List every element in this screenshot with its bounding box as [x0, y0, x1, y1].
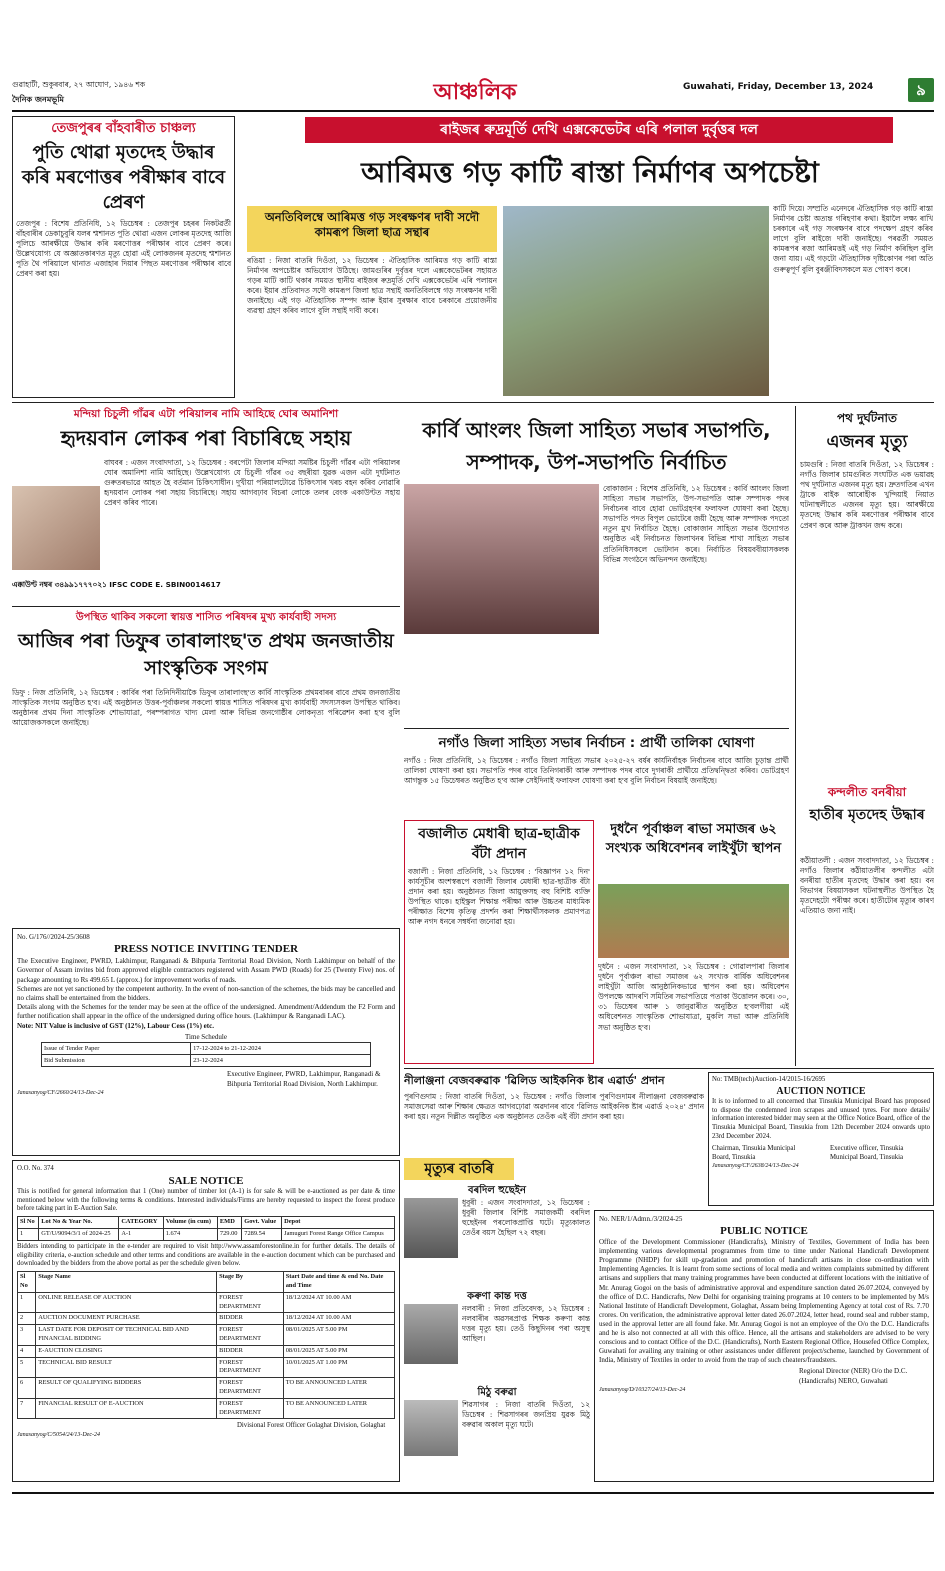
notice-sale-ref: O.O. No. 374	[17, 1165, 54, 1172]
story-karbi-photo	[404, 484, 599, 634]
notice-tender-para1: The Executive Engineer, PWRD, Lakhimpur, Ranganadi & Bihpuria Territorial Road Division, North Lakhimpur on behalf of the Governor of Assam invites bid from approved eligible contractors registered with Assam PWD (Roads) for 25 (Twenty Five) nos. of package amounting to Rs 499.65 L (approx.) for improvement works of roads.	[17, 957, 395, 984]
table-row	[18, 1378, 395, 1399]
cell: 729.00	[217, 1228, 241, 1240]
notice-public	[594, 1210, 934, 1482]
cell: E-AUCTION CLOSING	[36, 1345, 217, 1357]
notice-tender-ref: No. G/176//2024-25/3608	[17, 933, 90, 941]
obituary-photo	[404, 1304, 458, 1364]
cell: Jamuguri Forest Range Office Campus	[282, 1228, 395, 1240]
story-tezpur-kicker: তেজপুৰৰ বাঁহবাৰীত চাঞ্চল্য	[51, 121, 196, 136]
story-accident-headline: এজনৰ মৃত্যু	[826, 432, 908, 452]
story-rajaor-photo	[503, 206, 769, 396]
notice-public-title: PUBLIC NOTICE	[720, 1225, 808, 1238]
story-elephant-body: কঠীয়াতলী : এজন সংবাদদাতা, ১২ ডিচেম্বৰ : নগাঁও জিলাৰ কঠীয়াতলীৰ কন্দলীত এটা বনৰীয়া হাতীৰ মৃতদেহ উদ্ধাৰ কৰা হয়। বন বিভাগৰ বিষয়াসকল ঘটনাস্থলীত উপস্থিত হৈ মৃতদেহটো পৰীক্ষা কৰে। হাতীটোৰ মৃত্যুৰ কাৰণ এতিয়াও জনা নাই।	[800, 856, 934, 916]
col-header: Start Date and time & end No. Date and Time	[283, 1272, 394, 1293]
col-header: Lot No & Year No.	[39, 1217, 119, 1229]
schedule-label: Bid Submission	[42, 1055, 191, 1067]
cell: 6	[18, 1378, 36, 1399]
cell: BIDDER	[217, 1345, 284, 1357]
obituary-name: বৰদিল হুছেইন	[468, 1185, 526, 1196]
notice-public-signatory: Regional Director (NER) O/o the D.C. (Handicrafts) NERO, Guwahati	[799, 1367, 908, 1385]
story-accident-kicker: পথ দুৰ্ঘটনাত	[837, 411, 897, 425]
table-row	[18, 1228, 395, 1240]
cell: BIDDER	[217, 1313, 284, 1325]
story-hridayrban-photo	[12, 486, 100, 570]
table-header-row	[18, 1272, 395, 1293]
story-hridayrban-account: এক্কাউণ্ট নম্বৰ ৩৪৯৯১৭৭৭০২১ IFSC CODE E. SBIN0014617	[12, 580, 221, 589]
notice-tender-note: Note: NIT Value is inclusive of GST (12%), Labour Cess (1%) etc.	[17, 1021, 214, 1030]
cell: FOREST DEPARTMENT	[217, 1378, 284, 1399]
table-header-row	[18, 1217, 395, 1229]
col-header: Depot	[282, 1217, 395, 1229]
notice-sale-code: Janasanyog/C/5054/24/13-Dec-24	[17, 1432, 100, 1439]
story-nagaon-body: নগাঁও : নিজ প্ৰতিনিধি, ১২ ডিচেম্বৰ : নগাঁও জিলা সাহিত্য সভাৰ ২০২৫-২৭ বৰ্ষৰ কাৰ্যনিৰ্বাহক নিৰ্বাচনৰ বাবে আজি চূড়ান্ত প্ৰাৰ্থী তালিকা ঘোষণা কৰা হয়। সভাপতি পদৰ বাবে তিনিগৰাকী আৰু সম্পাদক পদৰ বাবে দুগৰাকী প্ৰাৰ্থীয়ে প্ৰতিদ্বন্দ্বিতা কৰিব। ভোটগ্ৰহণ আগন্তুক ১৫ ডিচেম্বৰত অনুষ্ঠিত হ'ব আৰু সেইদিনাই ফলাফল ঘোষণা কৰা হ'ব বুলি নিৰ্বাচন বিষয়াই জনাইছে।	[404, 756, 789, 786]
cell: 2	[18, 1313, 36, 1325]
masthead-date-assamese: গুৱাহাটী, শুকুৰবাৰ, ২৭ আঘোণ, ১৯৪৬ শক	[12, 80, 146, 89]
cell: 1	[18, 1228, 39, 1240]
notice-sale-stage-table	[17, 1271, 395, 1419]
obituary-name: মিঠু বৰুৱা	[477, 1387, 517, 1398]
cell: 3	[18, 1325, 36, 1346]
notice-sale-signatory: Divisional Forest Officer Golaghat Division, Golaghat	[237, 1422, 386, 1430]
story-nagaon-headline: নগাঁও জিলা সাহিত্য সভাৰ নিৰ্বাচন : প্ৰাৰ্থী তালিকা ঘোষণা	[438, 735, 755, 751]
notice-tender-signatory: Executive Engineer, PWRD, Lakhimpur, Ranganadi & Bihpuria Territorial Road Division, North Lakhimpur.	[227, 1070, 381, 1088]
col-header: EMD	[217, 1217, 241, 1229]
story-dudhnoi-body: দুধনৈ : এজন সংবাদদাতা, ১২ ডিচেম্বৰ : গোৱালপাৰা জিলাৰ দুধনৈ পূৰ্বাঞ্চল ৰাভা সমাজৰ ৬২ সংখ্যক বাৰ্ষিক অধিবেশনৰ লাইখুঁটা আজি আনুষ্ঠানিকভাৱে স্থাপন কৰা হয়। অধিবেশন উপলক্ষে আদৰণি সমিতিৰ সভাপতিয়ে পতাকা উত্তোলন কৰে। ৩০, ৩১ ডিচেম্বৰ আৰু ১ জানুৱাৰীত অনুষ্ঠিত হ'বলগীয়া এই অধিবেশনত সাংস্কৃতিক শোভাযাত্ৰা, মুকলি সভা আৰু প্ৰতিনিধি সভা অনুষ্ঠিত হ'ব।	[598, 962, 789, 1032]
story-accident-body: চামগুৰি : নিজা বাতৰি দিওঁতা, ১২ ডিচেম্বৰ : নগাঁও জিলাৰ চামগুৰিত সংঘটিত এক ভয়াৱহ পথ দুৰ্ঘটনাত এজনৰ মৃত্যু হয়। দ্ৰুতগতিৰ এখন ট্ৰাকে বাইক আৰোহীক খুন্দিয়াই নিয়াত ঘটনাস্থলীতে এজনৰ মৃত্যু হয়। আৰক্ষীয়ে মৃতদেহ উদ্ধাৰ কৰি মৰণোত্তৰ পৰীক্ষাৰ বাবে প্ৰেৰণ কৰে আৰু ট্ৰাকখন জব্দ কৰে।	[800, 460, 934, 530]
cell: 08/01/2025 AT 5.00 PM	[283, 1345, 394, 1357]
cell: 7289.54	[242, 1228, 282, 1240]
section-title: আঞ্চলিক	[433, 80, 517, 105]
story-elephant-headline: হাতীৰ মৃতদেহ উদ্ধাৰ	[809, 807, 925, 823]
cell: TECHNICAL BID RESULT	[36, 1357, 217, 1378]
schedule-value: 23-12-2024	[191, 1055, 371, 1067]
col-header: Govt. Value	[242, 1217, 282, 1229]
masthead-date-english: Guwahati, Friday, December 13, 2024	[683, 82, 874, 92]
cell: FOREST DEPARTMENT	[217, 1398, 284, 1419]
story-hridayrban-body: বাঘবৰ : এজন সংবাদদাতা, ১২ ডিচেম্বৰ : বৰপেটা জিলাৰ মন্দিয়া সমষ্টিৰ চিচুলী গাঁৱৰ এটা পৰিয়ালৰ ঘোৰ অমানিশা নামি আহিছে। উল্লেখযোগ্য যে চিচুলী গাঁৱৰ ৩৫ বছৰীয়া যুৱক এজন এটা দুৰ্ঘটনাত গুৰুতৰভাৱে আহত হৈ বৰ্তমান চিকিৎসাধীন। দুখীয়া পৰিয়ালটোৱে চিকিৎসাৰ খৰচ বহন কৰিব নোৱাৰি হৃদয়বান লোকৰ পৰা সহায় বিচাৰিছে। সহায় আগবঢ়াব বিচৰা লোকে তলৰ বেংক একাউণ্টত সহায় প্ৰেৰণ কৰিব পাৰে।	[104, 458, 400, 508]
story-nilanjana-body: পুৰণিগুদাম : নিজা বাতৰি দিওঁতা, ১২ ডিচেম্বৰ : নগাঁও জিলাৰ পুৰণিগুদামৰ নীলাঞ্জনা বেজবৰুৱাক সমাজসেৱা আৰু শিক্ষাৰ ক্ষেত্ৰত আগবঢ়োৱা অৱদানৰ বাবে 'ৱিলিড আইকনিক ষ্টাৰ এৱাৰ্ড ২০২৪' প্ৰদান কৰা হয়। নতুন দিল্লীত অনুষ্ঠিত এক অনুষ্ঠানত তেওঁক এই বঁটা প্ৰদান কৰা হয়।	[404, 1092, 704, 1122]
schedule-label: Issue of Tender Paper	[42, 1043, 191, 1055]
story-bajali	[404, 820, 594, 1064]
story-elephant-kicker: কন্দলীত বনৰীয়া	[827, 785, 907, 799]
cell: 10/01/2025 AT 1.00 PM	[283, 1357, 394, 1378]
notice-sale-para2: Bidders intending to participate in the e-tender are required to visit http://www.assamforestonline.in for further details. The details of eligibility criteria, e-auction schedule and other terms and conditions are available in the e-auction document which can be purchased and downloaded by the bidders from the above portal as per the schedule given below.	[17, 1242, 395, 1268]
cell: RESULT OF QUALIFYING BIDDERS	[36, 1378, 217, 1399]
story-hridayrban-headline: হৃদয়বান লোকৰ পৰা বিচাৰিছে সহায়	[60, 426, 352, 450]
notice-sale-para1: This is notified for general information that 1 (One) number of timber lot (A-1) is for sale & will be e-auctioned as per date & time mentioned below with the following terms & conditions. Interested individuals/Firms are hereby requested to inspect the forest produce before taking part in E-Auction Sale.	[17, 1187, 395, 1213]
table-row	[18, 1325, 395, 1346]
table-row	[18, 1357, 395, 1378]
story-bajali-headline: বজালীত মেধাৰী ছাত্ৰ-ছাত্ৰীক বঁটা প্ৰদান	[418, 826, 580, 862]
story-dudhnoi-headline: দুধনৈ পূৰ্বাঞ্চল ৰাভা সমাজৰ ৬২ সংখ্যক অধিবেশনৰ লাইখুঁটা স্থাপন	[605, 822, 782, 856]
notice-tender-para2: Schemes are not yet sanctioned by the competent authority. In the event of non-sanction of the schemes, the bids may be cancelled and no claims shall be entertained from the bidders.	[17, 984, 395, 1003]
notice-tender-code: Janasanyog/CF/2660/24/13-Dec-24	[17, 1089, 104, 1096]
cell: 4	[18, 1345, 36, 1357]
notice-auction	[708, 1072, 934, 1206]
table-row	[18, 1292, 395, 1313]
notice-auction-body: It is to informed to all concerned that Tinsukia Municipal Board has proposed to dispose the condemned iron scrapes and unused tyres. For more details/ information interested bidder may seen at the Office Notice Board, office of the Tinsukia Municipal Board, Tinsukia from 12th December 2024 onwards upto 23rd December 2024.	[712, 1097, 930, 1140]
notice-auction-sign-right: Executive officer, Tinsukia Municipal Board, Tinsukia	[830, 1144, 904, 1161]
story-bajali-body: বজালী : নিজা প্ৰতিনিধি, ১২ ডিচেম্বৰ : 'বিজ্ঞাপন ১২ দিন' কাৰ্যসূচীৰ অংশস্বৰূপে বজালী জিলাৰ মেধাৰী ছাত্ৰ-ছাত্ৰীক বঁটা প্ৰদান কৰা হয়। অনুষ্ঠানত জিলা আয়ুক্তসহ বহু বিশিষ্ট ব্যক্তি উপস্থিত থাকে। হাইস্কুল শিক্ষান্ত পৰীক্ষা আৰু উচ্চতৰ মাধ্যমিক পৰীক্ষাত বিশেষ কৃতিত্ব প্ৰদৰ্শন কৰা শিক্ষাৰ্থীসকলক প্ৰমাণপত্ৰ আৰু নগদ ধনৰে সম্বৰ্ধনা জনোৱা হয়।	[408, 867, 590, 927]
story-rajaor-headline: আৰিমত্ত গড় কাটি ৰাস্তা নিৰ্মাণৰ অপচেষ্টা	[361, 156, 819, 189]
notice-public-ref: No. NER/1/Admn./3/2024-25	[599, 1215, 683, 1223]
story-diphu-headline: আজিৰ পৰা ডিফুৰ তাৰালাংছ'ত প্ৰথম জনজাতীয় সাংস্কৃতিক সংগম	[18, 630, 394, 679]
cell: FOREST DEPARTMENT	[217, 1357, 284, 1378]
cell: TO BE ANNOUNCED LATER	[283, 1398, 394, 1419]
notice-sale-lot-table	[17, 1216, 395, 1241]
cell: LAST DATE FOR DEPOSIT OF TECHNICAL BID AND FINANCIAL BIDDING	[36, 1325, 217, 1346]
story-rajaor-body-right: কাটি দিয়ে। সম্প্ৰতি এনেদৰে ঐতিহাসিক গড় কাটি ৰাস্তা নিৰ্মাণৰ চেষ্টা অত্যন্ত গৰিহণাৰ কথা। ইয়ালৈ লক্ষ্য ৰাখি চৰকাৰে এই গড় সংৰক্ষণৰ বাবে পদক্ষেপ গ্ৰহণ কৰিব লাগে বুলি ৰাইজে দাবী জনাইছে। পৰৱৰ্তী সময়ত কামৰূপৰ ৰজা আৰিমত্তই এই গড় নিৰ্মাণ কৰিছিল বুলি জনা যায়। এই গড়টো ঐতিহাসিক দৃষ্টিকোণৰ পৰা অতি গুৰুত্বপূৰ্ণ বুলি বুৰঞ্জীবিদসকলে মত পোষণ কৰে।	[773, 204, 933, 274]
col-header: Volume (in cum)	[163, 1217, 217, 1229]
story-rajaor-subhead: অনতিবিলম্বে আৰিমত্ত গড় সংৰক্ষণৰ দাবী সদৌ কামৰূপ জিলা ছাত্ৰ সন্থাৰ	[247, 206, 497, 252]
story-hridayrban-kicker: মন্দিয়া চিচুলী গাঁৱৰ এটা পৰিয়ালৰ নামি আহিছে ঘোৰ অমানিশা	[73, 408, 339, 420]
rule-top	[12, 402, 934, 403]
notice-public-body: Office of the Development Commissioner (Handicrafts), Ministry of Textiles, Government of India has been implementing various developmental programmes from time to time under National Handicraft Development Programme (NHDP) for skill up-gradation and promotion of handicraft artisans in close co-ordination with Implementing Agencies. It is learnt from some sections of local media and written complaints submitted by different artisans and suppliers that many training programmes have been conducted at different locations with the initiative of Mr. Anurag Gogoi on the basis of administrative approval and expenditure sanction dated 26.07.2024, conveyed by the office of D.C. Handicrafts, New Delhi for organising training programs at 10 centers to be implemented by M/s National Institute of Handicraft Development, Golaghat, Assam being Implementing Agency at total cost of Rs. 7.70 crores. On verification, the administrative approval letter dated 26.07.2024, letter head, round seal and rubber stamp, used in the approval letter are all found fake. Mr. Anurag Gogoi is not an employee of the O/o the D.C. Handicrafts and he is also not connected at all with this office. Hence, all the artisans and stakeholders are advised to be very conscious and to contact Office of the D.C. (Handicrafts), North Eastern Regional Office, Housefed Office Complex, Guwahati for availing any training or other assistances under different project/scheme, launched by Government of India, Ministry of Textiles in order to avoid from the trap of such cheaters/fraudsters.	[599, 1238, 929, 1365]
cell: 1.674	[163, 1228, 217, 1240]
notice-sale	[12, 1160, 400, 1482]
table-row	[18, 1398, 395, 1419]
cell: 18/12/2024 AT 10.00 AM	[283, 1292, 394, 1313]
obituary-photo	[404, 1400, 458, 1456]
cell: TO BE ANNOUNCED LATER	[283, 1378, 394, 1399]
cell: FOREST DEPARTMENT	[217, 1325, 284, 1346]
story-tezpur-headline: পুতি থোৱা মৃতদেহ উদ্ধাৰ কৰি মৰণোত্তৰ পৰীক্ষাৰ বাবে প্ৰেৰণ	[21, 142, 226, 213]
story-diphu-body: ডিফু : নিজ প্ৰতিনিধি, ১২ ডিচেম্বৰ : কাৰ্বিৰ পৰা তিনিদিনীয়াকৈ ডিফুৰ তাৰালাংছ'ত কাৰ্বি সাংস্কৃতিক প্ৰথমবাৰৰ বাবে প্ৰথম জনজাতীয় সাংস্কৃতিক সংগম অনুষ্ঠিত হ'ব। এই অনুষ্ঠানত উত্তৰ-পূৰ্বাঞ্চলৰ সকলো স্বায়ত্ত শাসিত পৰিষদৰ মুখ্য কাৰ্যবাহী সদস্যসকল উপস্থিত থাকিব। অনুষ্ঠানৰ প্ৰথম দিনা সাংস্কৃতিক শোভাযাত্ৰা, পৰম্পৰাগত খাদ্য মেলা আৰু বিভিন্ন জনগোষ্ঠীৰ লোকনৃত্য পৰিৱেশন কৰা হ'ব বুলি আয়োজকসকলে জনাইছে।	[12, 688, 400, 728]
cell: 18/12/2024 AT 10.00 AM	[283, 1313, 394, 1325]
rule-diphu	[12, 606, 400, 607]
story-karbi-body: বোকাজান : বিশেষ প্ৰতিনিধি, ১২ ডিচেম্বৰ : কাৰ্বি আংলং জিলা সাহিত্য সভাৰ সভাপতি, উপ-সভাপতি আৰু সম্পাদক পদৰ নিৰ্বাচনৰ বাবে হোৱা ভোটগ্ৰহণৰ ফলাফল ঘোষণা কৰা হৈছে। সভাপতি পদত বিপুল ভোটেৰে জয়ী হৈছে আৰু সম্পাদক পদতো নতুন মুখ নিৰ্বাচিত হৈছে। বোকাজান সাহিত্য সভাৰ উদ্যোগত অনুষ্ঠিত এই নিৰ্বাচনত জিলাখনৰ বিভিন্ন শাখা সাহিত্য সভাৰ প্ৰতিনিধিসকলে ভোটদান কৰে। নিৰ্বাচিত বিষয়ববীয়াসকলক বিভিন্ন সংগঠনে অভিনন্দন জনাইছে।	[603, 484, 789, 564]
footer-rule	[12, 1492, 934, 1494]
cell: 7	[18, 1398, 36, 1419]
story-dudhnoi-photo	[598, 884, 789, 958]
schedule-value: 17-12-2024 to 21-12-2024	[191, 1043, 371, 1055]
notice-auction-ref: No: TMB(tech)Auction-14/2015-16/2695	[712, 1076, 826, 1083]
obituary-column	[404, 1184, 590, 1482]
notice-auction-title: AUCTION NOTICE	[776, 1085, 866, 1097]
story-rajaor-kicker: ৰাইজৰ ৰুদ্ৰমূৰ্তি দেখি এক্সকেভেটৰ এৰি পলাল দুৰ্বৃত্তৰ দল	[305, 117, 893, 143]
story-karbi-headline: কাৰ্বি আংলং জিলা সাহিত্য সভাৰ সভাপতি, সম্পাদক, উপ-সভাপতি নিৰ্বাচিত	[422, 418, 771, 474]
table-row	[42, 1055, 371, 1067]
notice-sale-title: SALE NOTICE	[168, 1174, 244, 1187]
cell: AUCTION DOCUMENT PURCHASE	[36, 1313, 217, 1325]
story-nilanjana-headline: নীলাঞ্জনা বেজবৰুৱাক 'ৱিলিড আইকনিক ষ্টাৰ এৱাৰ্ড' প্ৰদান	[404, 1074, 665, 1087]
rule-nagaon	[404, 728, 789, 729]
table-row	[42, 1043, 371, 1055]
col-header: Sl No	[18, 1217, 39, 1229]
notice-tender-title: PRESS NOTICE INVITING TENDER	[113, 943, 299, 956]
story-tezpur-body: তেজপুৰ : বিশেষ প্ৰতিনিধি, ১২ ডিচেম্বৰ : তেজপুৰ চহৰৰ নিকটৱৰ্তী বাঁহবাৰীৰ ডেকাচুবুৰি যলৰ শ্মশানত পুতি থোৱা এজন লোকৰ মৃতদেহ আজি পুলিচে আৰক্ষীয়ে উদ্ধাৰ কৰি মৰণোত্তৰ পৰীক্ষাৰ বাবে প্ৰেৰণ কৰে। উল্লেখযোগ্য যে অজ্ঞাতকাৰণত মৃত্যু হোৱা এই লোকজনৰ মৃতদেহ শ্মশানত পুতি থৈ পৰিয়ালে থানাত এজাহাৰ দিয়াৰ পিছত মৰণোত্তৰ পৰীক্ষাৰ বাবে প্ৰেৰণ কৰা হয়।	[16, 219, 231, 279]
masthead-paper-name: দৈনিক জনমভূমি	[12, 95, 64, 104]
notice-tender-schedule	[41, 1042, 371, 1067]
table-row	[18, 1345, 395, 1357]
cell: 1	[18, 1292, 36, 1313]
notice-auction-code: Janasanyog/CF/2638/24/13-Dec-24	[712, 1163, 799, 1170]
page-number: ৯	[908, 78, 934, 102]
table-row	[18, 1313, 395, 1325]
cell: FOREST DEPARTMENT	[217, 1292, 284, 1313]
obituary-text: শিৱসাগৰ : নিজা বাতৰি দিওঁতা, ১২ ডিচেম্বৰ : শিৱসাগৰৰ জনপ্ৰিয় যুৱক মিঠু বৰুৱাৰ অকাল মৃত্যু ঘটে।	[462, 1400, 590, 1430]
col-header: Stage By	[217, 1272, 284, 1293]
masthead-rule	[12, 110, 934, 112]
notice-public-code: Janasanyog/D/10327/24/13-Dec-24	[599, 1386, 686, 1393]
notice-auction-sign-left: Chairman, Tinsukia Municipal Board, Tinsukia	[712, 1144, 796, 1161]
col-header: Sl No	[18, 1272, 36, 1293]
notice-tender-schedule-title: Time Schedule	[185, 1032, 227, 1041]
cell: FINANCIAL RESULT OF E-AUCTION	[36, 1398, 217, 1419]
obituary-text: ধুবুৰী : এজন সংবাদদাতা, ১২ ডিচেম্বৰ : ধুবুৰী জিলাৰ বিশিষ্ট সমাজকৰ্মী বৰদিল হুছেইনৰ পৰলোকপ্ৰাপ্তি ঘটে। মৃত্যুকালত তেওঁৰ বয়স হৈছিল ৭২ বছৰ।	[462, 1198, 590, 1238]
cell: ONLINE RELEASE OF AUCTION	[36, 1292, 217, 1313]
notice-tender	[12, 928, 400, 1156]
obituary-title: মৃত্যুৰ বাতৰি	[404, 1158, 514, 1180]
story-diphu-kicker: উপস্থিত থাকিব সকলো স্বায়ত্ত শাসিত পৰিষদৰ মুখ্য কাৰ্যবাহী সদস্য	[75, 612, 337, 623]
story-tezpur	[12, 116, 235, 398]
obituary-text: নলবাৰী : নিজা প্ৰতিবেদক, ১২ ডিচেম্বৰ : নলবাৰীৰ অৱসৰপ্ৰাপ্ত শিক্ষক কৰুণা কান্ত দত্তৰ মৃত্যু হয়। তেওঁ কিছুদিনৰ পৰা অসুস্থ আছিল।	[462, 1304, 590, 1344]
col-header: Stage Name	[36, 1272, 217, 1293]
cell: A-1	[119, 1228, 163, 1240]
cell: 5	[18, 1357, 36, 1378]
cell: GT/U/9094/3/1 of 2024-25	[39, 1228, 119, 1240]
rule-mid	[404, 1068, 934, 1069]
notice-tender-para3: Details along with the Schemes for the tender may be seen at the office of the undersigned. Amendment/Addendum the F2 Form and further notification shall appear in the office of the undersigned during office hours. (Lakhimpur & Ranganadi LAC).	[17, 1003, 395, 1021]
rule-right-col	[795, 406, 796, 1066]
obituary-name: কৰুণা কান্ত দত্ত	[467, 1291, 527, 1302]
obituary-photo	[404, 1198, 458, 1258]
col-header: CATEGORY	[119, 1217, 163, 1229]
cell: 08/01/2025 AT 5.00 PM	[283, 1325, 394, 1346]
story-rajaor-body: ৰঙিয়া : নিজা বাতৰি দিওঁতা, ১২ ডিচেম্বৰ : ঐতিহাসিক আৰিমত্ত গড় কাটি ৰাস্তা নিৰ্মাণৰ অপচেষ্টাৰ অভিযোগ উঠিছে। জামগুৰিৰ দুৰ্বৃত্তৰ দলে এক্সকেভেটৰৰ সহায়ত গড়ৰ মাটি কাটি থকাৰ সময়ত স্থানীয় ৰাইজৰ ৰুদ্ৰমূৰ্তি দেখি এক্সকেভেটৰ এৰি পলায়ন কৰে। ইয়াৰ প্ৰতিবাদত সদৌ কামৰূপ জিলা ছাত্ৰ সন্থাই অনতিবিলম্বে গড় সংৰক্ষণৰ দাবী জনাইছে। এই গড় ঐতিহাসিক সম্পদ আৰু ইয়াৰ সুৰক্ষাৰ বাবে চৰকাৰে প্ৰয়োজনীয় ব্যৱস্থা গ্ৰহণ কৰিব লাগে বুলি সন্থাই দাবী কৰে।	[247, 256, 497, 316]
